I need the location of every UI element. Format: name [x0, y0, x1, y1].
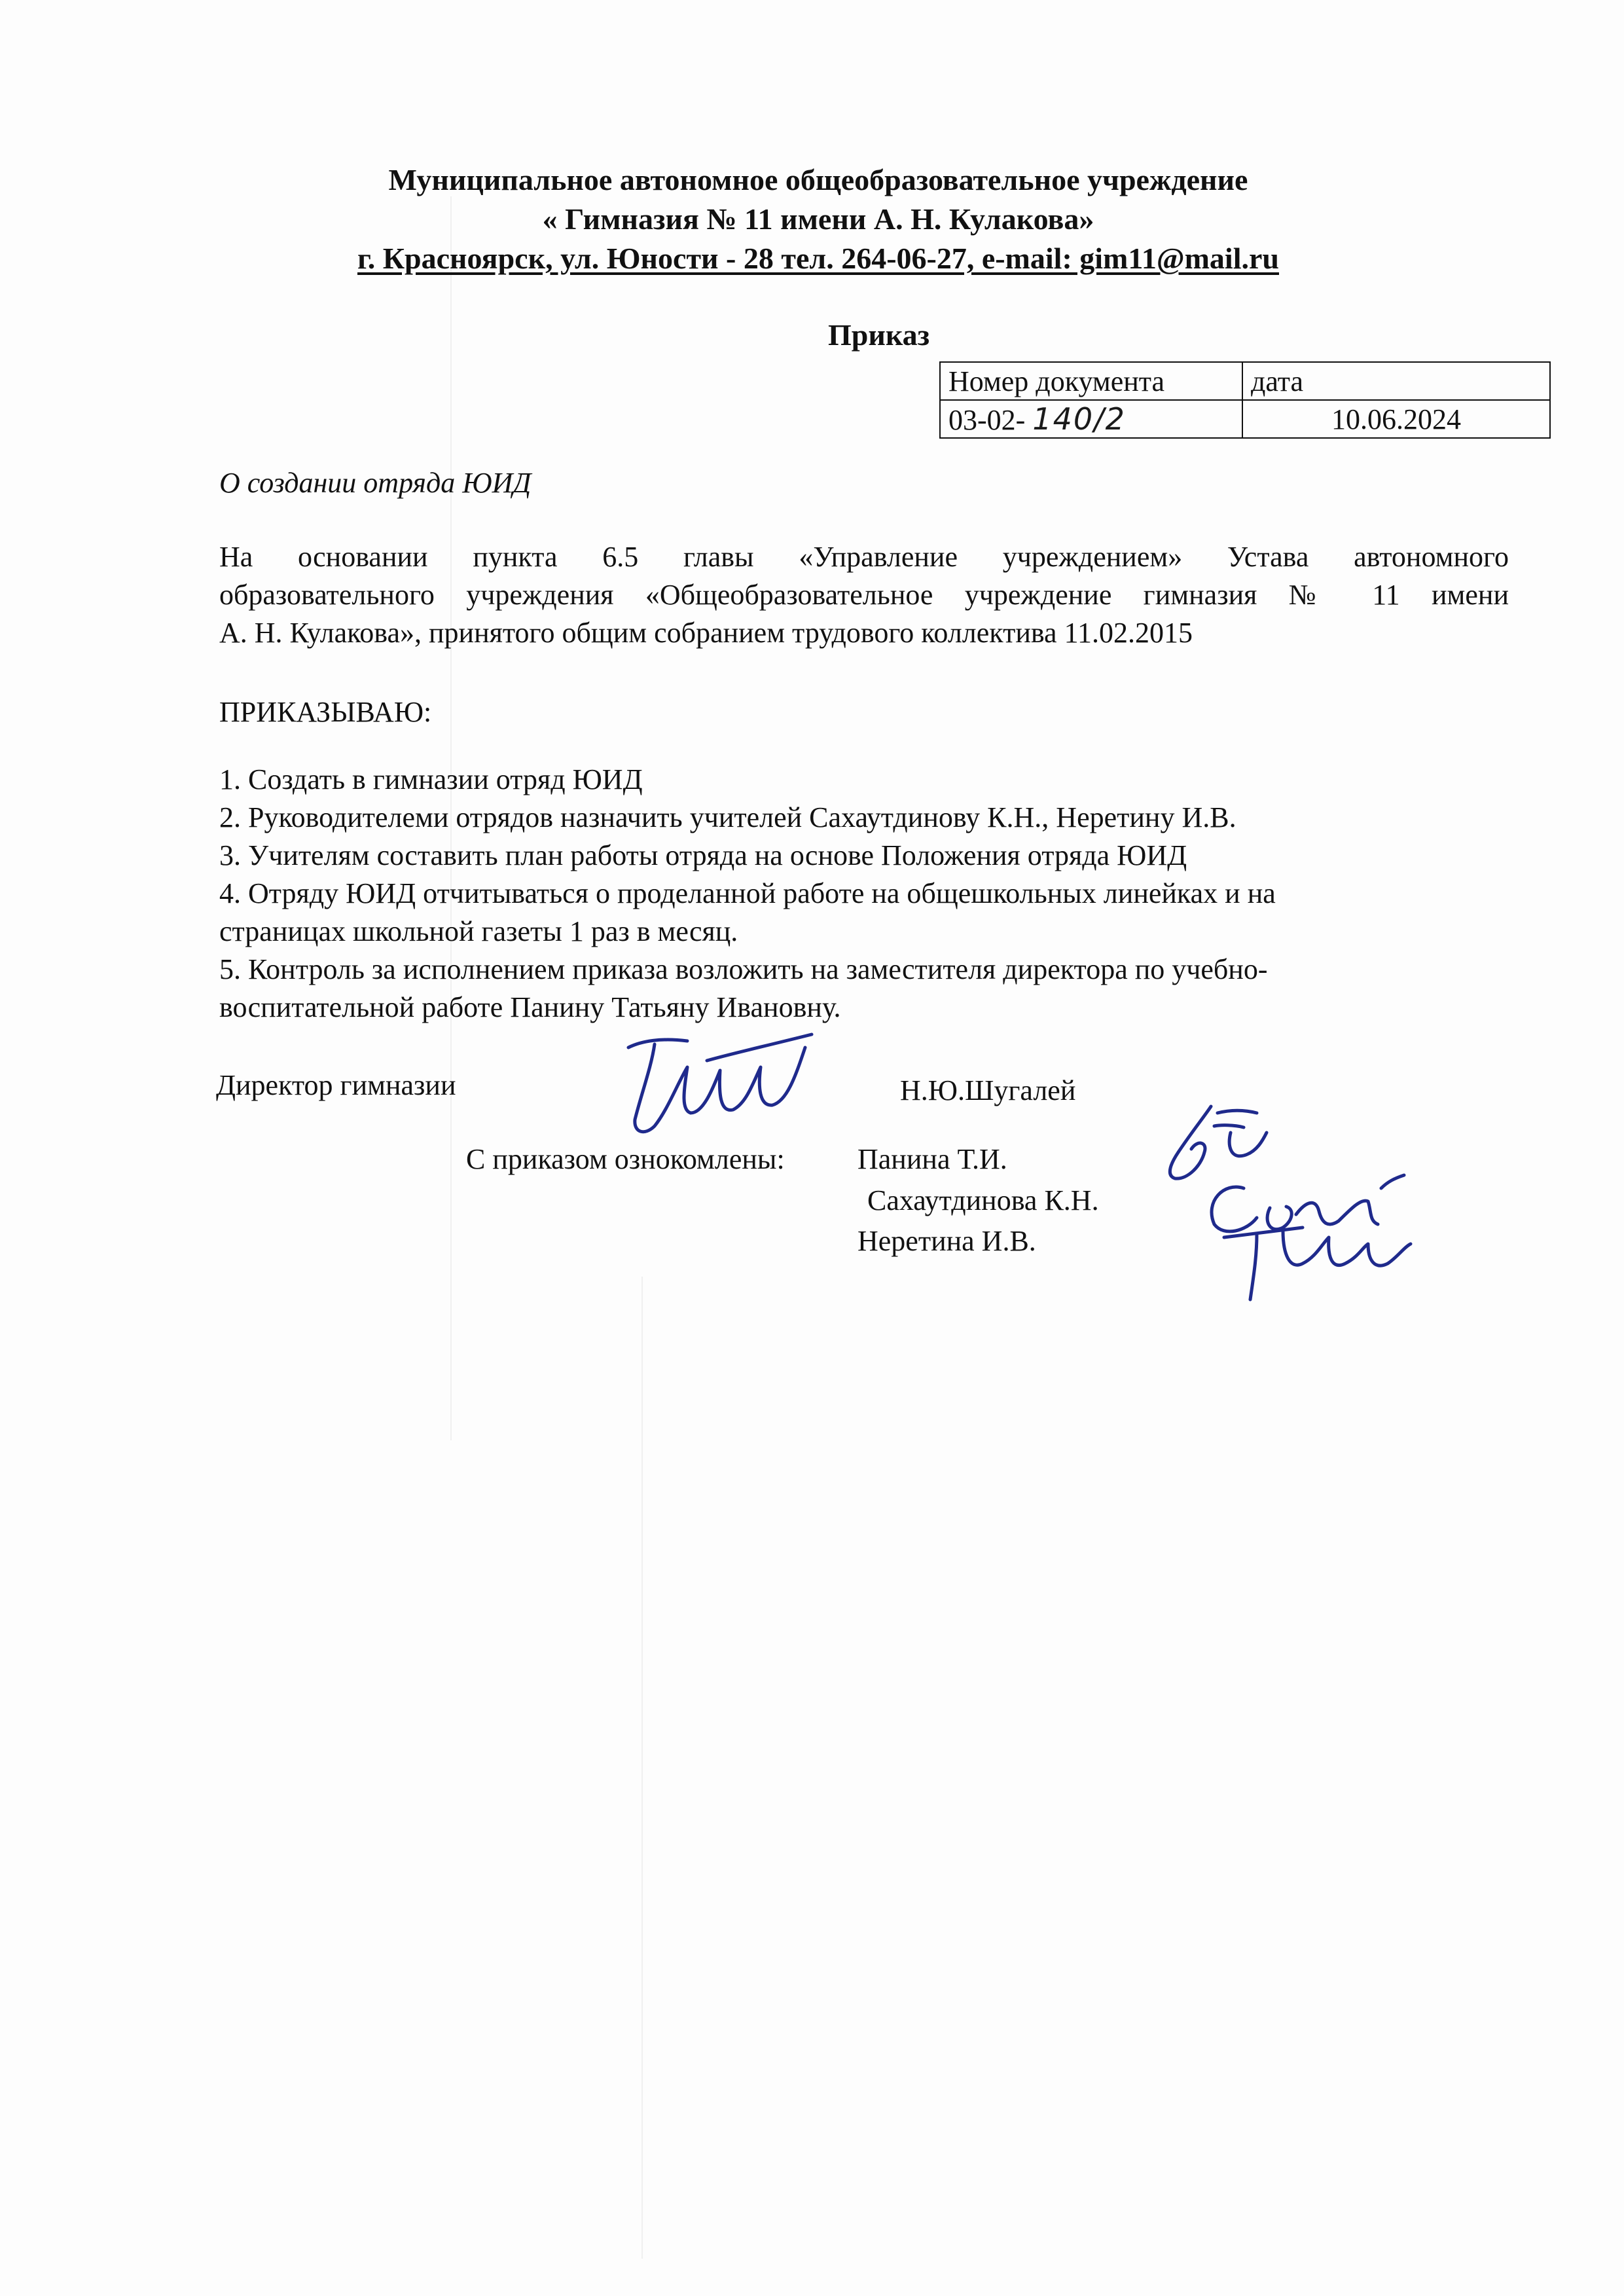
director-label: Директор гимназии	[216, 1069, 456, 1101]
basis-line: А. Н. Кулакова», принятого общим собранием трудового коллектива 11.02.2015	[219, 617, 1193, 649]
date-header: дата	[1242, 362, 1550, 400]
director-name: Н.Ю.Шугалей	[900, 1074, 1076, 1106]
basis-line: образовательного учреждения «Общеобразовательное учреждение гимназия № 11 имени	[219, 579, 1509, 611]
list-item: 1. Создать в гимназии отряд ЮИД	[219, 763, 643, 795]
table-header-row	[940, 362, 1550, 400]
doc-number-cell	[940, 400, 1242, 438]
list-item: воспитательной работе Панину Татьяну Ивановну.	[219, 991, 841, 1023]
institution-name: Муниципальное автономное общеобразовательное учреждение	[388, 163, 1248, 196]
doc-number-header: Номер документа	[940, 362, 1242, 400]
institution-address: г. Красноярск, ул. Юности - 28 тел. 264-06-27, e-mail: gim11@mail.ru	[357, 242, 1279, 275]
table-value-row	[940, 400, 1550, 438]
doc-number-handwritten: 140/2	[1032, 401, 1126, 437]
order-items-list	[219, 761, 1515, 1027]
list-item: 3. Учителям составить план работы отряда на основе Положения отряда ЮИД	[219, 839, 1187, 871]
doc-number-prefix: 03-02-	[948, 404, 1033, 436]
director-signature	[615, 1021, 825, 1152]
order-directive: ПРИКАЗЫВАЮ:	[219, 696, 432, 728]
ack-name-panina: Панина Т.И.	[857, 1143, 1007, 1175]
list-item: 4. Отряду ЮИД отчитываться о проделанной работе на общешкольных линейках и на	[219, 877, 1276, 909]
ack-name-neretina: Неретина И.В.	[857, 1225, 1036, 1257]
doc-date-cell: 10.06.2024	[1242, 400, 1550, 438]
basis-paragraph	[219, 538, 1509, 652]
gymnasium-name: « Гимназия № 11 имени А. Н. Кулакова»	[542, 202, 1094, 236]
institution-header	[196, 160, 1440, 278]
document-number-table	[939, 361, 1551, 439]
document-title: Приказ	[828, 318, 930, 352]
list-item: 2. Руководителеми отрядов назначить учителей Сахаутдинову К.Н., Неретину И.В.	[219, 801, 1236, 833]
neretina-signature	[1218, 1218, 1414, 1309]
scan-artifact-line	[641, 1277, 643, 2259]
basis-line: На основании пункта 6.5 главы «Управление учреждением» Устава автономного	[219, 541, 1509, 573]
order-subject: О создании отряда ЮИД	[219, 467, 532, 499]
ack-name-sakhautdinova: Сахаутдинова К.Н.	[867, 1184, 1099, 1216]
acknowledgement-label: С приказом ознокомлены:	[466, 1143, 785, 1175]
list-item: страницах школьной газеты 1 раз в месяц.	[219, 915, 738, 947]
list-item: 5. Контроль за исполнением приказа возложить на заместителя директора по учебно-	[219, 953, 1268, 985]
